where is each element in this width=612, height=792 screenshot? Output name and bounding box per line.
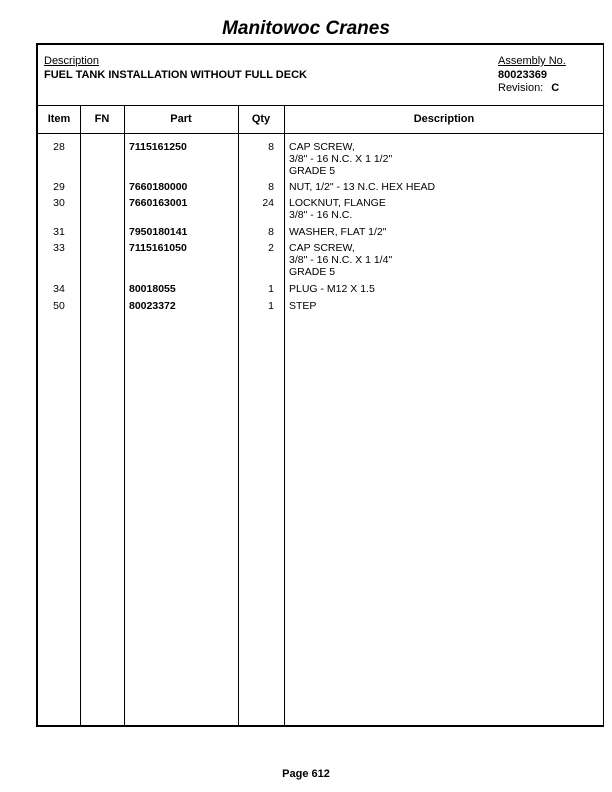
row-description <box>289 242 392 278</box>
column-divider <box>238 105 239 725</box>
row-qty: 24 <box>262 197 274 209</box>
row-description <box>289 141 392 177</box>
assembly-number-label: Assembly No. <box>498 55 566 67</box>
description-line: CAP SCREW, <box>289 242 355 254</box>
brand-title: Manitowoc Cranes <box>222 18 390 39</box>
column-header-item: Item <box>47 113 71 125</box>
revision-value: C <box>551 82 560 94</box>
row-part-number: 7115161050 <box>129 242 187 254</box>
description-line: GRADE 5 <box>289 165 336 177</box>
row-part-number: 7115161250 <box>129 141 187 153</box>
row-qty: 1 <box>268 283 274 295</box>
description-line: WASHER, FLAT 1/2" <box>289 226 387 238</box>
column-header-row <box>38 105 603 134</box>
row-qty: 1 <box>268 300 274 312</box>
description-line: STEP <box>289 300 317 312</box>
row-part-number: 7950180141 <box>129 226 188 238</box>
row-qty: 8 <box>268 141 274 153</box>
description-line: GRADE 5 <box>289 266 336 278</box>
row-description <box>289 300 316 312</box>
assembly-description: FUEL TANK INSTALLATION WITHOUT FULL DECK <box>44 69 307 81</box>
description-line: 3/8" - 16 N.C. X 1 1/2" <box>289 153 393 165</box>
row-item: 34 <box>53 283 65 295</box>
description-line: 3/8" - 16 N.C. <box>289 209 353 221</box>
page-number: Page 612 <box>282 768 330 780</box>
row-part-number: 7660180000 <box>129 181 188 193</box>
column-header-part: Part <box>170 113 192 125</box>
description-line: PLUG - M12 X 1.5 <box>289 283 375 295</box>
column-header-fn: FN <box>94 113 110 125</box>
column-header-qty: Qty <box>251 113 271 125</box>
row-description <box>289 226 386 238</box>
column-divider <box>124 105 125 725</box>
row-qty: 8 <box>268 181 274 193</box>
row-item: 31 <box>53 226 65 238</box>
parts-list-frame <box>36 43 604 727</box>
assembly-number: 80023369 <box>498 69 547 81</box>
description-line: 3/8" - 16 N.C. X 1 1/4" <box>289 254 393 266</box>
revision <box>498 82 559 94</box>
row-qty: 8 <box>268 226 274 238</box>
revision-label: Revision: <box>498 82 544 94</box>
row-description <box>289 181 435 193</box>
description-line: LOCKNUT, FLANGE <box>289 197 386 209</box>
description-label: Description <box>44 55 100 67</box>
row-item: 29 <box>53 181 65 193</box>
row-item: 33 <box>53 242 65 254</box>
row-part-number: 7660163001 <box>129 197 188 209</box>
row-item: 50 <box>53 300 65 312</box>
description-line: NUT, 1/2" - 13 N.C. HEX HEAD <box>289 181 436 193</box>
row-qty: 2 <box>268 242 274 254</box>
column-header-description: Description <box>413 113 475 125</box>
assembly-header <box>38 45 603 106</box>
row-part-number: 80023372 <box>129 300 176 312</box>
row-item: 28 <box>53 141 65 153</box>
column-divider <box>284 105 285 725</box>
row-description <box>289 283 375 295</box>
column-divider <box>80 105 81 725</box>
row-item: 30 <box>53 197 65 209</box>
description-line: CAP SCREW, <box>289 141 355 153</box>
row-part-number: 80018055 <box>129 283 176 295</box>
row-description <box>289 197 386 221</box>
